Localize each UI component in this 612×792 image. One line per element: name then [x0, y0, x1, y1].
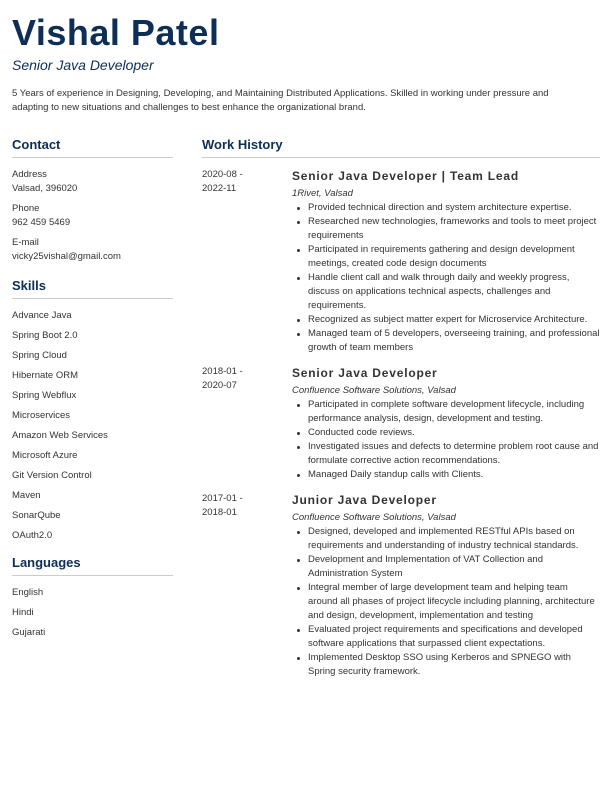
job-bullet: Researched new technologies, frameworks and tools to meet project requirements	[292, 215, 600, 243]
job-bullet: Investigated issues and defects to determine problem root cause and formulate corrective action recommendations.	[292, 440, 600, 468]
skill-item: Spring Boot 2.0	[12, 330, 78, 341]
job-company: 1Rivet, Valsad	[292, 188, 353, 199]
job-bullets	[292, 398, 600, 482]
job-entry	[202, 492, 600, 679]
language-item: English	[12, 587, 44, 598]
skill-item: SonarQube	[12, 510, 61, 521]
email-label: E-mail	[12, 237, 39, 248]
email-value: vicky25vishal@gmail.com	[12, 251, 121, 262]
job-bullets	[292, 525, 600, 679]
job-start-date: 2020-08 -	[202, 169, 243, 180]
job-bullet: Designed, developed and implemented RESTful APIs based on requirements and understanding of industry technical standards.	[292, 525, 600, 553]
job-body	[292, 168, 600, 355]
skill-item: Microsoft Azure	[12, 450, 78, 461]
job-entry-title: Junior Java Developer	[292, 493, 437, 507]
job-entry	[202, 168, 600, 355]
job-bullet: Integral member of large development team and helping team around all phases of project lifecycle including planning, architecture and design, development, implementation and testing	[292, 581, 600, 623]
job-title: Senior Java Developer	[12, 57, 154, 73]
phone-value: 962 459 5469	[12, 217, 71, 228]
skills-heading: Skills	[12, 278, 173, 299]
jobs-list	[202, 168, 600, 679]
skill-item: Spring Webflux	[12, 390, 77, 401]
job-body	[292, 492, 600, 679]
job-bullet: Participated in requirements gathering and design development meetings, created code design documents	[292, 243, 600, 271]
right-column	[202, 137, 600, 679]
address-label: Address	[12, 169, 47, 180]
job-bullet: Conducted code reviews.	[292, 426, 600, 440]
summary: 5 Years of experience in Designing, Developing, and Maintaining Distributed Applications. Skilled in working under pressure and adapting to new situations and challenges to best enhance the organizational brand.	[12, 88, 549, 113]
job-bullet: Managed team of 5 developers, overseeing training, and professional growth of team members	[292, 327, 600, 355]
contact-heading: Contact	[12, 137, 173, 158]
skills-list	[12, 309, 173, 549]
skill-item: Advance Java	[12, 310, 72, 321]
job-bullet: Managed Daily standup calls with Clients.	[292, 468, 600, 482]
job-entry-title: Senior Java Developer | Team Lead	[292, 169, 519, 183]
job-start-date: 2017-01 -	[202, 493, 243, 504]
languages-heading: Languages	[12, 555, 173, 576]
skill-item: Hibernate ORM	[12, 370, 78, 381]
skill-item: Maven	[12, 490, 41, 501]
address-value: Valsad, 396020	[12, 183, 78, 194]
skill-item: Amazon Web Services	[12, 430, 108, 441]
job-bullet: Handle client call and walk through daily and weekly progress, discuss on applications technical aspects, challenges and requirements.	[292, 271, 600, 313]
job-dates	[202, 492, 292, 679]
work-history-heading: Work History	[202, 137, 600, 158]
job-end-date: 2020-07	[202, 380, 237, 391]
job-start-date: 2018-01 -	[202, 366, 243, 377]
job-end-date: 2022-11	[202, 183, 237, 194]
job-bullet: Evaluated project requirements and specifications and developed software applications that surpassed client expectations.	[292, 623, 600, 651]
job-dates	[202, 365, 292, 482]
job-bullets	[292, 201, 600, 355]
candidate-name: Vishal Patel	[12, 12, 220, 53]
job-bullet: Provided technical direction and system architecture expertise.	[292, 201, 600, 215]
job-bullet: Recognized as subject matter expert for Microservice Architecture.	[292, 313, 600, 327]
job-dates	[202, 168, 292, 355]
skill-item: Spring Cloud	[12, 350, 67, 361]
job-bullet: Implemented Desktop SSO using Kerberos and SPNEGO with Spring security framework.	[292, 651, 600, 679]
job-entry-title: Senior Java Developer	[292, 366, 438, 380]
language-item: Gujarati	[12, 627, 46, 638]
languages-list	[12, 586, 173, 646]
job-company: Confluence Software Solutions, Valsad	[292, 512, 456, 523]
job-body	[292, 365, 600, 482]
contact-section	[12, 168, 173, 264]
phone-label: Phone	[12, 203, 40, 214]
skill-item: OAuth2.0	[12, 530, 53, 541]
job-entry	[202, 365, 600, 482]
job-bullet: Development and Implementation of VAT Collection and Administration System	[292, 553, 600, 581]
skill-item: Git Version Control	[12, 470, 92, 481]
language-item: Hindi	[12, 607, 34, 618]
job-end-date: 2018-01	[202, 507, 237, 518]
left-column	[12, 137, 173, 646]
skill-item: Microservices	[12, 410, 71, 421]
job-bullet: Participated in complete software development lifecycle, including performance analysis, design, development and testing.	[292, 398, 600, 426]
job-company: Confluence Software Solutions, Valsad	[292, 385, 456, 396]
